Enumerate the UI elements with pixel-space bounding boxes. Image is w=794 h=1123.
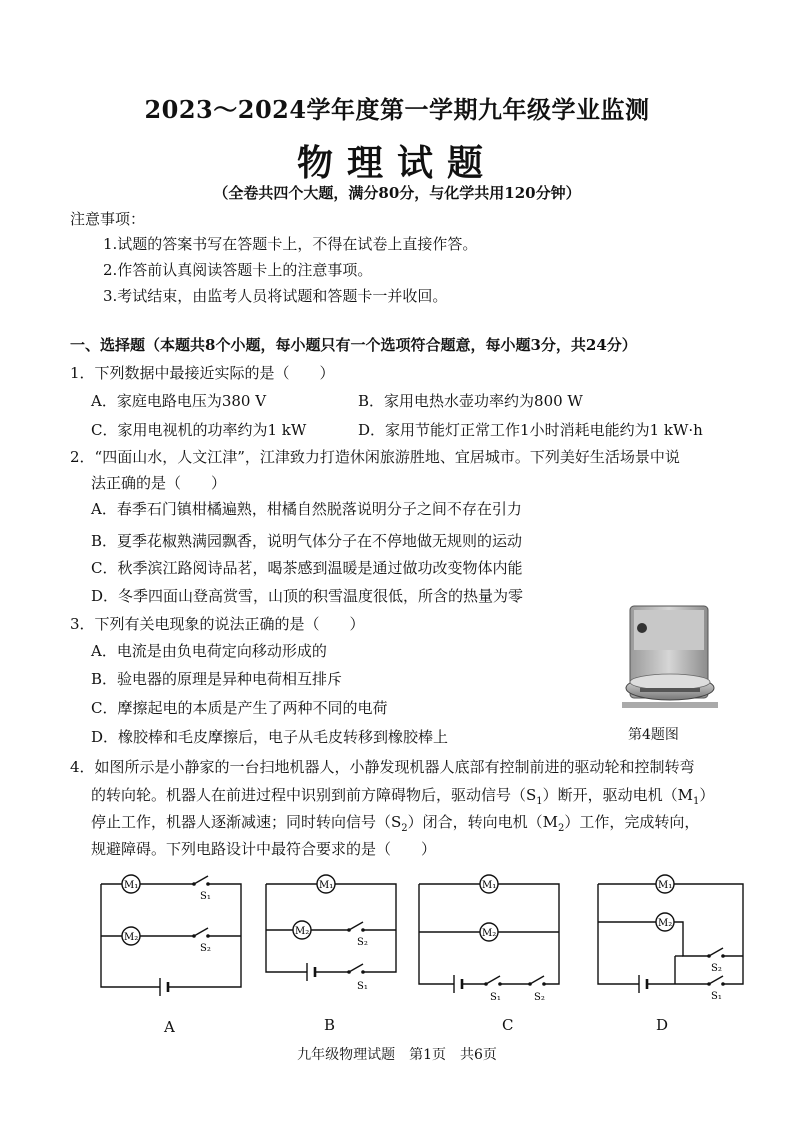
- question-3-option-a: A．电流是由负电荷定向移动形成的: [91, 642, 327, 660]
- notice-item: 2.作答前认真阅读答题卡上的注意事项。: [103, 261, 373, 279]
- svg-text:M₁: M₁: [482, 880, 497, 891]
- s2-label: S₂: [200, 943, 211, 954]
- question-2-option-c: C．秋季滨江路阅诗品茗，喝茶感到温暖是通过做功改变物体内能: [91, 559, 523, 577]
- question-3-stem: 3．下列有关电现象的说法正确的是（ ）: [70, 615, 365, 633]
- question-1-option-c: C．家用电视机的功率约为1 kW: [91, 421, 307, 439]
- circuit-label-a: A: [164, 1018, 175, 1036]
- svg-text:M₁: M₁: [319, 880, 334, 891]
- svg-text:S₁: S₁: [357, 981, 368, 992]
- scope-note: （全卷共四个大题，满分80分，与化学共用120分钟）: [213, 184, 581, 202]
- question-4-line: 规避障碍。下列电路设计中最符合要求的是（ ）: [91, 840, 437, 858]
- robot-vacuum-photo: [620, 602, 720, 720]
- exam-title: 2023～2024学年度第一学期九年级学业监测: [144, 95, 650, 124]
- page-footer: 九年级物理试题 第1页 共6页: [297, 1047, 497, 1063]
- svg-text:S₁: S₁: [490, 992, 501, 1003]
- circuit-diagram-b: [261, 872, 401, 1004]
- subject-title: 物理试题: [296, 142, 497, 184]
- question-2-option-b: B．夏季花椒熟满园飘香，说明气体分子在不停地做无规则的运动: [91, 532, 523, 550]
- notice-heading: 注意事项：: [70, 210, 146, 228]
- question-1-option-b: B．家用电热水壶功率约为800 W: [358, 392, 583, 410]
- m2-label: M₂: [124, 932, 139, 943]
- svg-text:M₂: M₂: [482, 928, 497, 939]
- notice-item: 3.考试结束，由监考人员将试题和答题卡一并收回。: [103, 287, 448, 305]
- circuit-label-b: B: [324, 1016, 336, 1034]
- question-2-stem: 2．“四面山水，人文江津”，江津致力打造休闲旅游胜地、宜居城市。下列美好生活场景中说: [70, 448, 680, 466]
- question-1-option-d: D．家用节能灯正常工作1小时消耗电能约为1 kW·h: [358, 421, 703, 439]
- question-4-line: 停止工作，机器人逐渐减速；同时转向信号$(S_2)$闭合，转向电机$(M_2)$工作，完成转向，: [91, 813, 700, 834]
- notice-item: 1.试题的答案书写在答题卡上，不得在试卷上直接作答。: [103, 235, 478, 253]
- question-2-option-d: D．冬季四面山登高赏雪，山顶的积雪温度很低，所含的热量为零: [91, 587, 524, 605]
- circuit-label-c: C: [502, 1016, 514, 1034]
- question-3-option-c: C．摩擦起电的本质是产生了两种不同的电荷: [91, 699, 388, 717]
- svg-text:M₁: M₁: [658, 880, 673, 891]
- question-2-option-a: A．春季石门镇柑橘遍熟，柑橘自然脱落说明分子之间不存在引力: [91, 500, 522, 518]
- question-3-option-b: B．验电器的原理是异种电荷相互排斥: [91, 670, 343, 688]
- svg-text:M₂: M₂: [658, 918, 673, 929]
- svg-text:S₂: S₂: [534, 992, 545, 1003]
- svg-text:S₂: S₂: [711, 963, 722, 974]
- svg-text:S₁: S₁: [711, 991, 722, 1002]
- s1-label: S₁: [200, 891, 211, 902]
- section-heading: 一、选择题（本题共8个小题，每小题只有一个选项符合题意，每小题3分，共24分）: [70, 336, 637, 354]
- circuit-label-d: D: [656, 1016, 669, 1034]
- question-4-line: 的转向轮。机器人在前进过程中识别到前方障碍物后，驱动信号$(S_1)$断开，驱动电机$(M_1)$: [91, 786, 715, 807]
- question-3-option-d: D．橡胶棒和毛皮摩擦后，电子从毛皮转移到橡胶棒上: [91, 728, 449, 746]
- svg-text:S₂: S₂: [357, 937, 368, 948]
- svg-text:M₂: M₂: [295, 926, 310, 937]
- question-1-option-a: A．家庭电路电压为380 V: [91, 392, 267, 410]
- circuit-diagram-d: [593, 872, 748, 1004]
- question-2-stem-cont: 法正确的是（ ）: [91, 474, 227, 492]
- m1-label: M₁: [124, 880, 139, 891]
- question-4-line: 4．如图所示是小静家的一台扫地机器人，小静发现机器人底部有控制前进的驱动轮和控制转弯: [70, 758, 695, 776]
- figure-4-caption: 第4题图: [628, 727, 679, 743]
- circuit-diagram-a: [96, 872, 246, 1004]
- circuit-diagram-c: [414, 872, 564, 1004]
- question-1-stem: 1．下列数据中最接近实际的是（ ）: [70, 364, 335, 382]
